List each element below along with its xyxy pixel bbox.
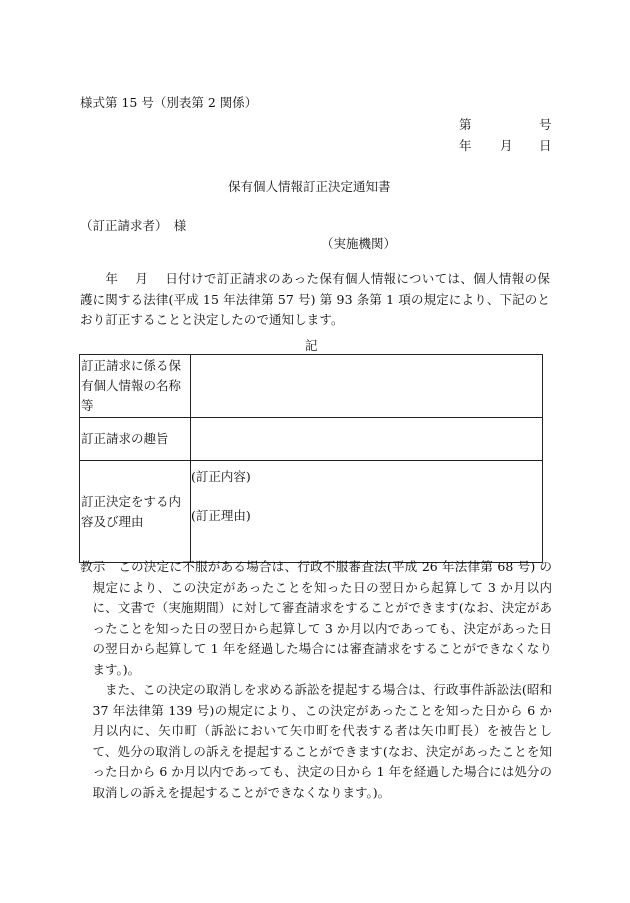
instruction-paragraph-2: また、この決定の取消しを求める訴訟を提起する場合は、行政事件訴訟法(昭和 37 年法律第 139 号)の規定により、この決定があったことを知った日から 6 か月以内に、矢巾町（訴訟において矢巾町を代表する者は矢巾町長）を被告として、処分の取消しの訴えを提起することができます(なお、決定があったことを知った日から 6 か月以内であっても、決定の日から 1 年を経過した場合には処分の取消しの訴えを提起することができなくなります。)。 bbox=[92, 682, 552, 800]
body-paragraph: 年 月 日付けで訂正請求のあった保有個人情報については、個人情報の保護に関する法律(平成 15 年法律第 57 号) 第 93 条第 1 項の規定により、下記のとおり訂正することと決定したので通知します。 bbox=[80, 271, 550, 327]
instruction-section bbox=[80, 557, 552, 803]
row-label-request-purpose: 訂正請求の趣旨 bbox=[80, 418, 191, 461]
ki-heading: 記 bbox=[305, 338, 318, 353]
row-label-info-name: 訂正請求に係る保有個人情報の名称等 bbox=[80, 355, 191, 418]
date-day-label: 日 bbox=[539, 138, 552, 153]
form-number: 様式第 15 号（別表第 2 関係） bbox=[80, 95, 258, 110]
row-value-decision-content bbox=[191, 461, 543, 563]
table-row bbox=[80, 355, 543, 418]
table-row bbox=[80, 418, 543, 461]
date-year-label: 年 bbox=[459, 138, 472, 153]
document-number-prefix: 第 bbox=[459, 117, 472, 132]
table-row bbox=[80, 461, 543, 563]
correction-reason-label: (訂正理由) bbox=[191, 508, 251, 523]
decision-table bbox=[79, 354, 543, 563]
implementing-agency: （実施機関） bbox=[321, 236, 397, 251]
date-month-label: 月 bbox=[500, 138, 513, 153]
document-number-suffix: 号 bbox=[539, 117, 552, 132]
row-label-decision-content: 訂正決定をする内容及び理由 bbox=[80, 461, 191, 563]
row-value-request-purpose bbox=[191, 418, 543, 461]
requester-addressee: （訂正請求者） 様 bbox=[80, 218, 187, 233]
instruction-paragraph-1: 教示 この決定に不服がある場合は、行政不服審査法(平成 26 年法律第 68 号) の規定により、この決定があったことを知った日の翌日から起算して 3 か月以内に、文書で（実施期間）に対して審査請求をすることができます(なお、決定があったことを知った日の翌日から起算して 3 か月以内であっても、決定があった日の翌日から起算して 1 年を経過した場合には審査請求をすることができなくなります。)。 bbox=[80, 559, 552, 677]
document-title: 保有個人情報訂正決定通知書 bbox=[228, 179, 391, 194]
row-value-info-name bbox=[191, 355, 543, 418]
correction-content-label: (訂正内容) bbox=[191, 469, 251, 484]
